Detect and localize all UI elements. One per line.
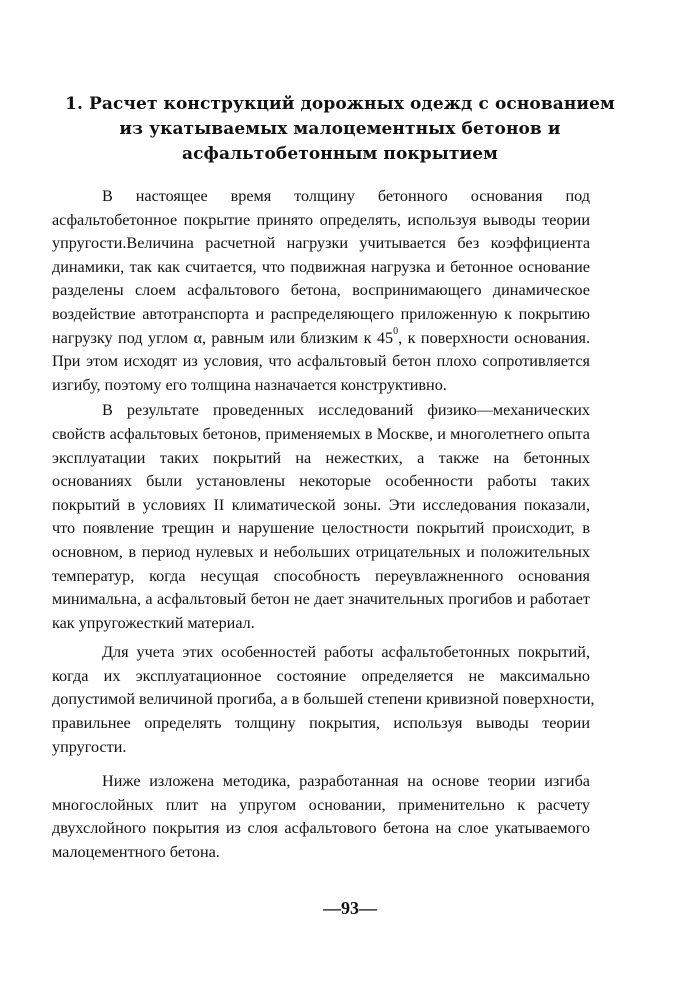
text-line: многослойных плит на упругом основании, применительно к расчету — [52, 795, 590, 814]
degree-superscript: 0 — [393, 325, 399, 337]
text-line: При этом исходят из условия, что асфальтовый бетон плохо сопротивляется — [52, 352, 590, 371]
text-line: асфальтобетонное покрытие принято определять, используя выводы теории — [52, 210, 590, 229]
text-line: когда их эксплуатационное состояние определяется не максимально — [52, 666, 590, 685]
heading-line-2: из укатываемых малоцементных бетонов и — [119, 119, 561, 139]
text-line: как упругожесткий материал. — [52, 613, 255, 632]
text-fragment: , к поверхности основания. — [398, 328, 591, 347]
text-line: воздействие автотранспорта и распределяющего приложенную к покрытию — [52, 304, 590, 323]
text-line: изгибу, поэтому его толщина назначается конструктивно. — [52, 375, 447, 394]
text-line-with-superscript — [52, 327, 590, 351]
text-line: что появление трещин и нарушение целостности покрытий происходит, в — [52, 519, 590, 538]
text-line: температур, когда несущая способность переувлажненного основания — [52, 566, 590, 585]
heading-line-3: асфальтобетонным покрытием — [181, 144, 499, 164]
text-line: В результате проведенных исследований физико—механических — [102, 401, 590, 420]
text-line: разделены слоем асфальтового бетона, воспринимающего динамическое — [52, 281, 590, 300]
text-line: динамики, так как считается, что подвижная нагрузка и бетонное основание — [52, 257, 590, 276]
heading-line-1: 1. Расчет конструкций дорожных одежд с основанием — [65, 94, 615, 114]
text-line: эксплуатации таких покрытий на нежестких, а также на бетонных — [52, 448, 590, 467]
text-line: минимальна, а асфальтовый бетон не дает значительных прогибов и работает — [52, 590, 590, 609]
text-line: Для учета этих особенностей работы асфальтобетонных покрытий, — [102, 643, 590, 662]
paragraph-4 — [52, 770, 590, 864]
text-line: двухслойного покрытия из слоя асфальтового бетона на слое укатываемого — [52, 819, 590, 838]
text-line: Ниже изложена методика, разработанная на основе теории изгиба — [102, 772, 590, 791]
text-fragment: нагрузку под углом α, равным или близким к 45 — [52, 328, 394, 347]
section-heading — [60, 92, 620, 167]
paragraph-2 — [52, 399, 590, 635]
paragraph-1 — [52, 185, 590, 397]
paragraph-3 — [52, 641, 595, 759]
text-line: малоцементного бетона. — [52, 843, 220, 862]
text-line: В настоящее время толщину бетонного основания под — [102, 187, 590, 205]
text-line: упругости.Величина расчетной нагрузки учитывается без коэффициента — [52, 234, 590, 253]
body-text — [52, 185, 595, 865]
page-number: —93— — [323, 898, 377, 918]
text-line: основаниях были установлены некоторые особенности работы таких — [52, 472, 590, 491]
text-line: допустимой величиной прогиба, а в большей степени кривизной поверхности, — [52, 690, 595, 709]
text-line: упругости. — [52, 737, 127, 756]
text-line: основном, в период нулевых и небольших отрицательных и положительных — [52, 542, 590, 561]
text-line: покрытий в условиях II климатической зоны. Эти исследования показали, — [52, 495, 590, 514]
text-line: правильнее определять толщину покрытия, используя выводы теории — [52, 714, 590, 733]
text-line: свойств асфальтовых бетонов, применяемых в Москве, и многолетнего опыта — [52, 424, 590, 443]
